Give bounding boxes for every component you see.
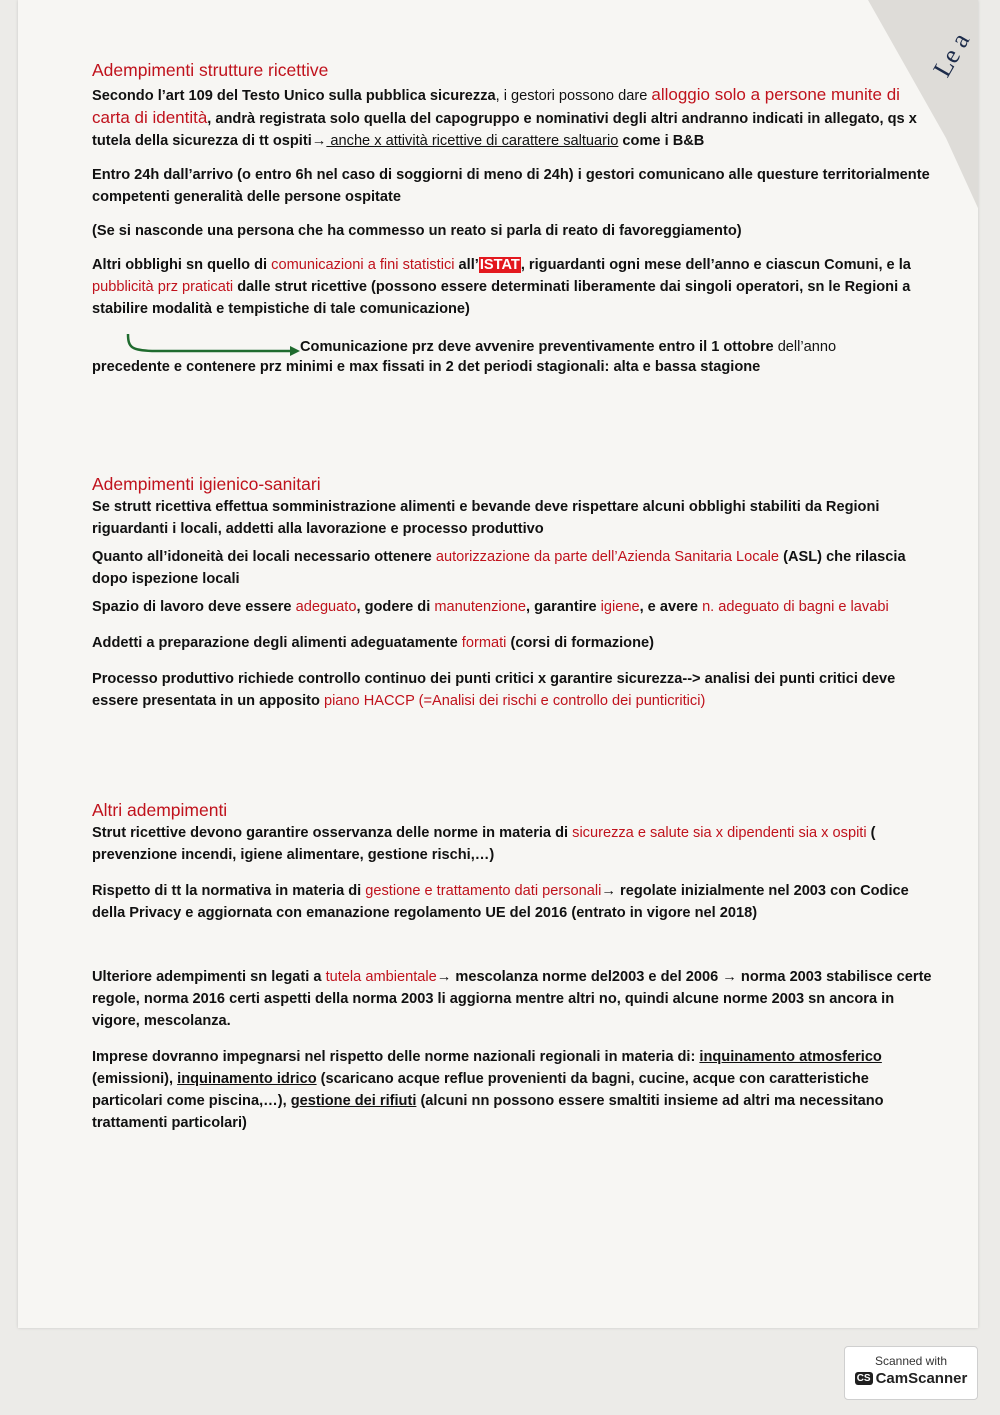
paragraph: Secondo l’art 109 del Testo Unico sulla pubblica sicurezza, i gestori possono dare alloggio solo a persone munite di carta di identità, andrà registrata solo quella del capogruppo e nominativi degli altri andranno indicati in allegato, qs x tutela della sicurezza di tt ospiti→ anche x attività ricettive di carattere saltuario come i B&B — [92, 85, 917, 149]
paragraph: Altri obblighi sn quello di comunicazioni a fini statistici all’ISTAT, riguardanti ogni mese dell’anno e ciascun Comuni, e la pubblicità prz praticati dalle strut ricettive (possono essere determinati liberamente dai singoli operatori, sn le Regioni a stabilire modalità e tempistiche di tale comunicazione) — [92, 257, 911, 317]
paragraph: Spazio di lavoro deve essere adeguato, godere di manutenzione, garantire igiene, e avere n. adeguato di bagni e lavabi — [92, 599, 889, 615]
paragraph: Comunicazione prz deve avvenire preventivamente entro il 1 ottobre dell’anno — [300, 339, 837, 355]
paragraph: (Se si nasconde una persona che ha commesso un reato si parla di reato di favoreggiamento) — [92, 223, 742, 239]
paragraph: Imprese dovranno impegnarsi nel rispetto delle norme nazionali regionali in materia di: inquinamento atmosferico (emissioni), inquinamento idrico (scaricano acque reflue provenienti da bagni, cucine, acque con caratteristiche particolari come piscina,…), gestione dei rifiuti (alcuni nn possono essere smaltiti insieme ad altri ma necessitano trattamenti particolari) — [92, 1049, 884, 1131]
paragraph: Quanto all’idoneità dei locali necessario ottenere autorizzazione da parte dell’Azienda Sanitaria Locale (ASL) che rilascia dopo ispezione locali — [92, 549, 906, 587]
paragraph: Se strutt ricettiva effettua somministrazione alimenti e bevande deve rispettare alcuni obblighi stabiliti da Regioni riguardanti i locali, addetti alla lavorazione e processo produttivo — [92, 499, 880, 537]
paragraph: Rispetto di tt la normativa in materia di gestione e trattamento dati personali→ regolate inizialmente nel 2003 con Codice della Privacy e aggiornata con emanazione regolamento UE del 2016 (entrato in vigore nel 2018) — [92, 883, 909, 921]
camscanner-watermark: Scanned with CS CamScanner — [844, 1346, 978, 1400]
scanned-page — [18, 0, 978, 1328]
paragraph: Strut ricettive devono garantire osservanza delle norme in materia di sicurezza e salute sia x dipendenti sia x ospiti ( prevenzione incendi, igiene alimentare, gestione rischi,…) — [92, 825, 876, 863]
paragraph: precedente e contenere prz minimi e max fissati in 2 det periodi stagionali: alta e bassa stagione — [92, 359, 761, 375]
green-arrow-icon — [92, 334, 302, 360]
paragraph: Ulteriore adempimenti sn legati a tutela ambientale→ mescolanza norme del2003 e del 2006 → norma 2003 stabilisce certe regole, norma 2016 certi aspetti della norma 2003 li aggiorna mentre altri no, quindi alcune norme 2003 sn ancora in vigore, mescolanza. — [92, 969, 932, 1029]
paragraph: Processo produttivo richiede controllo continuo dei punti critici x garantire sicurezza--> analisi dei punti critici deve essere presentata in un apposito piano HACCP (=Analisi dei rischi e controllo dei punticritici) — [92, 671, 896, 709]
section-title-strutture-ricettive: Adempimenti strutture ricettive — [92, 60, 329, 80]
istat-highlight: ISTAT — [479, 257, 520, 273]
camscanner-logo-icon: CS — [856, 1373, 871, 1384]
paragraph: Addetti a preparazione degli alimenti adeguatamente formati (corsi di formazione) — [92, 635, 654, 651]
section-title-igienico-sanitari: Adempimenti igienico-sanitari — [92, 474, 321, 494]
section-title-altri-adempimenti: Altri adempimenti — [92, 800, 228, 820]
paragraph: Entro 24h dall’arrivo (o entro 6h nel caso di soggiorni di meno di 24h) i gestori comunicano alle questure territorialmente competenti generalità delle persone ospitate — [92, 167, 930, 205]
corner-text: Le a — [926, 27, 975, 82]
document-body — [92, 58, 932, 1134]
arrow-line — [92, 334, 932, 356]
